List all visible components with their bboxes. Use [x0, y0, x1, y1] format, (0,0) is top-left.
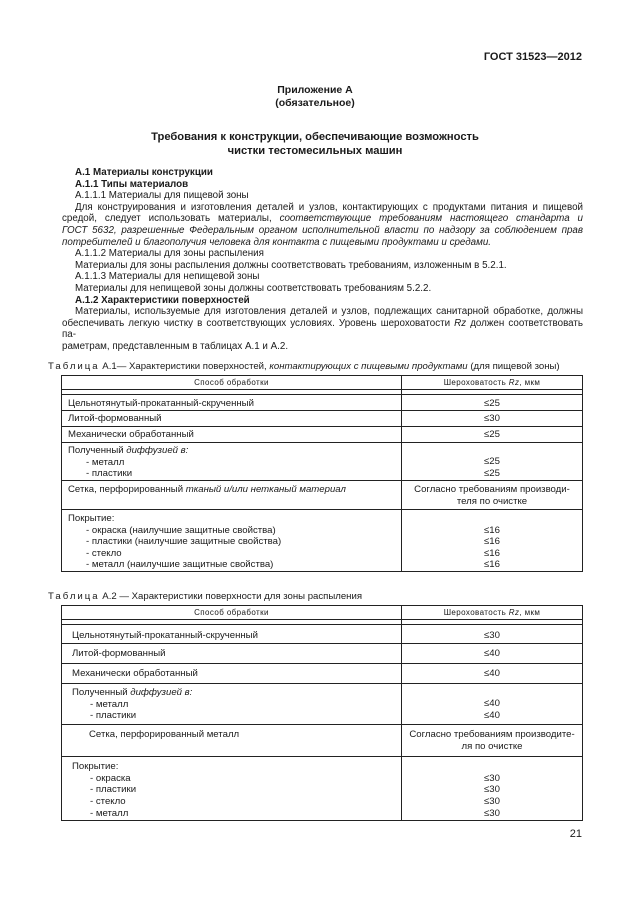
cell-method: Механически обработанный	[62, 427, 402, 443]
sub-item: - металл	[90, 807, 129, 819]
value-line: ≤40	[484, 709, 500, 721]
clause-a112: А.1.1.2 Материалы для зоны распыления	[75, 248, 264, 260]
cell-value	[402, 757, 583, 821]
paragraph-line: Материалы, используемые для изготовления деталей и узлов, подлежащих санитарной обработке, должны	[75, 306, 583, 318]
section-title-line2: чистки тестомесильных машин	[227, 145, 403, 157]
table-row	[62, 411, 583, 427]
caption-text: (для пищевой зоны)	[467, 361, 560, 372]
header-text: , мкм	[519, 378, 541, 387]
sub-item: - стекло	[90, 796, 126, 808]
table-row	[62, 625, 583, 644]
table-row	[62, 395, 583, 411]
paragraph-line	[62, 225, 583, 237]
paragraph-line	[62, 237, 583, 249]
italic-span: соответствующие требованиям настоящего стандарта и	[279, 213, 583, 225]
heading-a11: А.1.1 Типы материалов	[75, 178, 189, 190]
italic-span: ГОСТ 5632	[62, 224, 114, 236]
cell-value: ≤25	[402, 427, 583, 443]
value-line: ≤25	[484, 456, 500, 467]
group-label: Покрытие:	[68, 513, 115, 524]
value-line: ≤25	[484, 467, 500, 479]
heading-a12: А.1.2 Характеристики поверхностей	[75, 294, 250, 306]
value-line: Согласно требованиям производи-	[414, 484, 570, 495]
header-roughness	[402, 376, 583, 390]
annex-heading	[0, 84, 630, 110]
header-method: Способ обработки	[62, 376, 402, 390]
cell-method	[62, 443, 402, 481]
cell-value: ≤25	[402, 395, 583, 411]
header-italic: Rz	[508, 608, 520, 617]
clause-a111: А.1.1.1 Материалы для пищевой зоны	[75, 190, 249, 202]
cell-method: Сетка, перфорированный металл	[62, 725, 402, 757]
cell-value	[402, 481, 583, 510]
cell-method	[62, 684, 402, 725]
cell-value	[402, 510, 583, 572]
sub-item: - окраска (наилучшие защитные свойства)	[86, 524, 276, 536]
cell-value: ≤30	[402, 625, 583, 644]
paragraph-line	[62, 213, 583, 225]
caption-text: А.2 — Характеристики поверхности для зоны распыления	[102, 591, 363, 602]
table-row	[62, 427, 583, 443]
standard-number: ГОСТ 31523—2012	[483, 51, 582, 63]
annex-title: Приложение А	[277, 84, 353, 96]
header-text: Шероховатость	[443, 378, 509, 387]
sub-item: - металл	[86, 456, 125, 468]
italic-span: Rz	[454, 317, 467, 329]
caption-text: А.1— Характеристики поверхностей,	[102, 361, 270, 372]
value-line: теля по очистке	[456, 496, 528, 507]
sub-item: - пластики	[90, 710, 137, 721]
cell-method: Литой-формованный	[62, 411, 402, 427]
cell-value	[402, 725, 583, 757]
sub-item: - пластики (наилучшие защитные свойства)	[86, 536, 282, 548]
table1-caption	[48, 361, 560, 372]
text-span: Сетка, перфорированный	[68, 484, 186, 495]
paragraph-line: раметрам, представленным в таблицах А.1 и А.2.	[62, 340, 289, 352]
value-line: ≤16	[484, 524, 500, 536]
cell-method	[62, 510, 402, 572]
caption-italic: контактирующих с пищевыми продуктами	[269, 361, 468, 372]
cell-value	[402, 684, 583, 725]
table2-caption	[48, 591, 362, 602]
text-span: должен соответствовать па-	[62, 317, 583, 341]
table-row	[62, 725, 583, 757]
text-span: Полученный	[72, 687, 131, 698]
sub-item: - металл (наилучшие защитные свойства)	[86, 559, 274, 571]
paragraph-line	[62, 318, 583, 341]
italic-span: диффузией в:	[130, 687, 193, 698]
header-method: Способ обработки	[62, 606, 402, 620]
header-text: Шероховатость	[443, 608, 509, 617]
header-text: , мкм	[519, 608, 541, 617]
table-row	[62, 664, 583, 684]
value-line: ≤16	[484, 559, 500, 571]
header-roughness	[402, 606, 583, 620]
cell-method	[62, 757, 402, 821]
caption-label: Таблица	[48, 361, 100, 372]
table-header-row	[62, 376, 583, 390]
italic-span: , разрешенные Федеральным органом исполнительной власти по надзору за соблюдением прав	[113, 224, 583, 236]
cell-value: ≤40	[402, 664, 583, 684]
value-line: ≤16	[484, 536, 500, 548]
table-row	[62, 644, 583, 664]
text-span: обеспечивать легкую чистку в соответствующих условиях. Уровень шероховатости	[62, 317, 455, 329]
sub-item: - пластики	[86, 468, 133, 479]
header-italic: Rz	[508, 378, 520, 387]
cell-value: ≤40	[402, 644, 583, 664]
group-label: Покрытие:	[72, 761, 119, 772]
table-row	[62, 510, 583, 572]
text-span: Полученный	[68, 445, 127, 456]
table2	[61, 605, 583, 821]
table-row	[62, 757, 583, 821]
value-line: ≤30	[484, 772, 500, 784]
cell-value: ≤30	[402, 411, 583, 427]
clause-a113: А.1.1.3 Материалы для непищевой зоны	[75, 271, 260, 283]
italic-span: тканый и/или нетканый материал	[185, 484, 346, 495]
italic-span: диффузией в:	[126, 445, 189, 456]
sub-item: - пластики	[90, 784, 137, 796]
section-title-line1: Требования к конструкции, обеспечивающие возможность	[151, 131, 479, 143]
cell-method: Механически обработанный	[62, 664, 402, 684]
caption-label: Таблица	[48, 591, 100, 602]
cell-method: Цельнотянутый-прокатанный-скрученный	[62, 395, 402, 411]
paragraph: Материалы для зоны распыления должны соответствовать требованиям, изложенным в 5.2.1.	[75, 259, 507, 271]
paragraph-line: Для конструирования и изготовления деталей и узлов, контактирующих с продуктами питания и пищевой	[75, 201, 583, 213]
value-line: ≤16	[484, 547, 500, 559]
value-line: Согласно требованиям производите-	[409, 729, 575, 740]
table-row	[62, 481, 583, 510]
value-line: ≤40	[484, 698, 500, 709]
section-title	[0, 130, 630, 158]
sub-item: - стекло	[86, 547, 122, 559]
annex-status: (обязательное)	[275, 97, 355, 109]
italic-span: потребителей и благополучия человека для контакта с пищевыми продуктами и средами.	[62, 236, 492, 248]
paragraph: Материалы для непищевой зоны должны соответствовать требованиям 5.2.2.	[75, 282, 432, 294]
cell-value	[402, 443, 583, 481]
sub-item: - окраска	[90, 772, 131, 784]
cell-method: Литой-формованный	[62, 644, 402, 664]
table-row	[62, 684, 583, 725]
page-number: 21	[569, 828, 582, 840]
value-line: ≤30	[484, 784, 500, 796]
cell-method: Цельнотянутый-прокатанный-скрученный	[62, 625, 402, 644]
value-line: ≤30	[484, 807, 500, 819]
table-header-row	[62, 606, 583, 620]
table-row	[62, 443, 583, 481]
body-text	[62, 167, 583, 353]
text-span: средой, следует использовать материалы,	[62, 213, 280, 225]
sub-item: - металл	[90, 698, 129, 710]
value-line: ля по очистке	[461, 741, 523, 752]
table1	[61, 375, 583, 572]
cell-method	[62, 481, 402, 510]
heading-a1: А.1 Материалы конструкции	[75, 167, 213, 178]
value-line: ≤30	[484, 796, 500, 808]
